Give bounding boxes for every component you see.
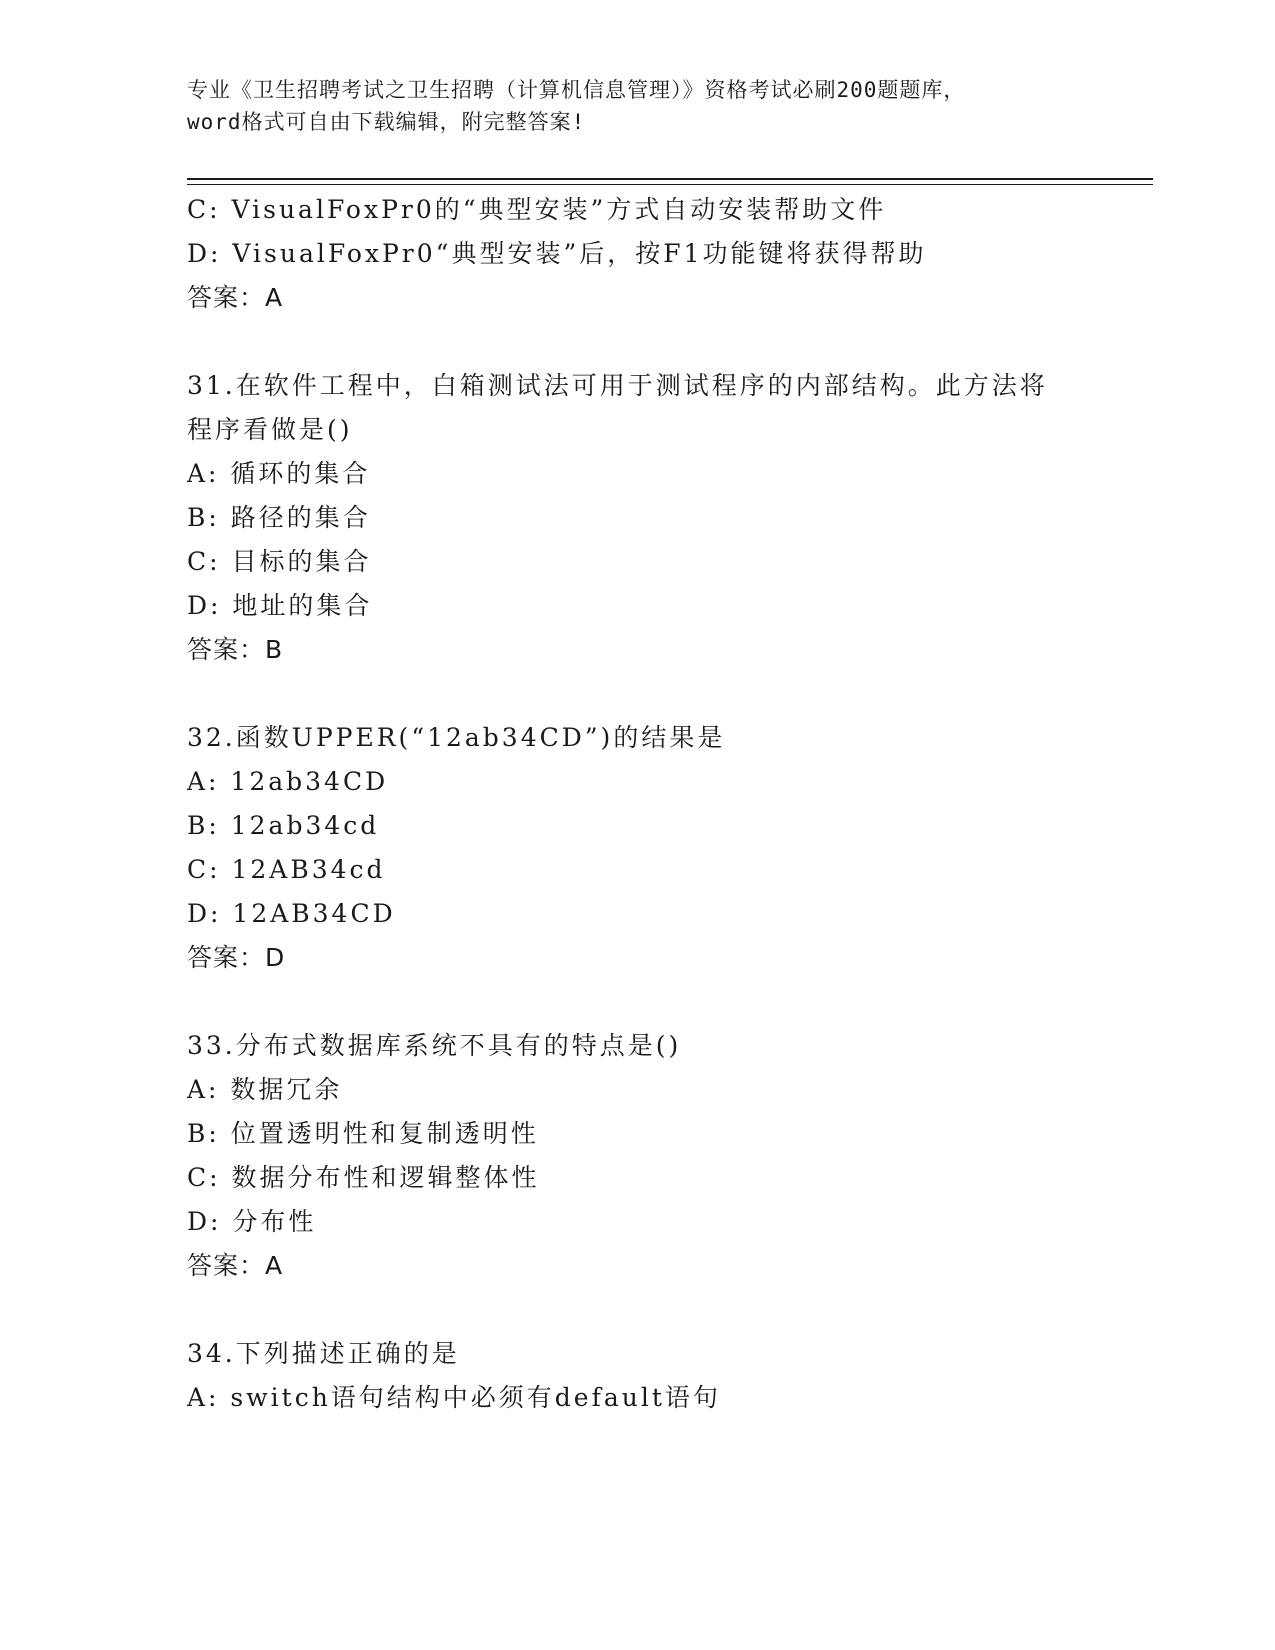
question-32-option-c: C: 12AB34cd <box>187 855 386 884</box>
header-title-line-1: 专业《卫生招聘考试之卫生招聘（计算机信息管理）》资格考试必刷200题题库， <box>187 78 966 102</box>
question-32-option-a: A: 12ab34CD <box>187 767 389 796</box>
question-31-option-d: D: 地址的集合 <box>187 591 373 620</box>
header-divider-thin <box>187 184 1153 185</box>
prev-question-option-d: D: VisualFoxPr0“典型安装”后，按F1功能键将获得帮助 <box>187 239 927 268</box>
question-31-answer: 答案：B <box>187 635 284 664</box>
question-32-option-d: D: 12AB34CD <box>187 899 396 928</box>
prev-question-option-c: C: VisualFoxPr0的“典型安装”方式自动安装帮助文件 <box>187 195 887 224</box>
question-32-stem-line-1: 32.函数UPPER(“12ab34CD”)的结果是 <box>187 723 726 752</box>
question-31-option-b: B: 路径的集合 <box>187 503 371 532</box>
document-header <box>187 74 1087 138</box>
question-33-option-c: C: 数据分布性和逻辑整体性 <box>187 1163 540 1192</box>
question-33-answer: 答案：A <box>187 1251 284 1280</box>
header-divider-thick <box>187 178 1153 180</box>
question-31-option-c: C: 目标的集合 <box>187 547 372 576</box>
question-34-option-a: A: switch语句结构中必须有default语句 <box>187 1383 721 1412</box>
question-32-answer: 答案：D <box>187 943 286 972</box>
prev-question-answer: 答案：A <box>187 283 284 312</box>
question-32-option-b: B: 12ab34cd <box>187 811 380 840</box>
question-31-option-a: A: 循环的集合 <box>187 459 371 488</box>
question-33-option-a: A: 数据冗余 <box>187 1075 343 1104</box>
question-33-option-d: D: 分布性 <box>187 1207 317 1236</box>
question-34-stem-line-1: 34.下列描述正确的是 <box>187 1339 460 1368</box>
question-31-stem-line-2: 程序看做是() <box>187 415 353 444</box>
question-31-stem-line-1: 31.在软件工程中，白箱测试法可用于测试程序的内部结构。此方法将 <box>187 371 1048 400</box>
question-33-stem-line-1: 33.分布式数据库系统不具有的特点是() <box>187 1031 682 1060</box>
question-33-option-b: B: 位置透明性和复制透明性 <box>187 1119 539 1148</box>
header-title-line-2: word格式可自由下载编辑，附完整答案! <box>187 110 586 134</box>
